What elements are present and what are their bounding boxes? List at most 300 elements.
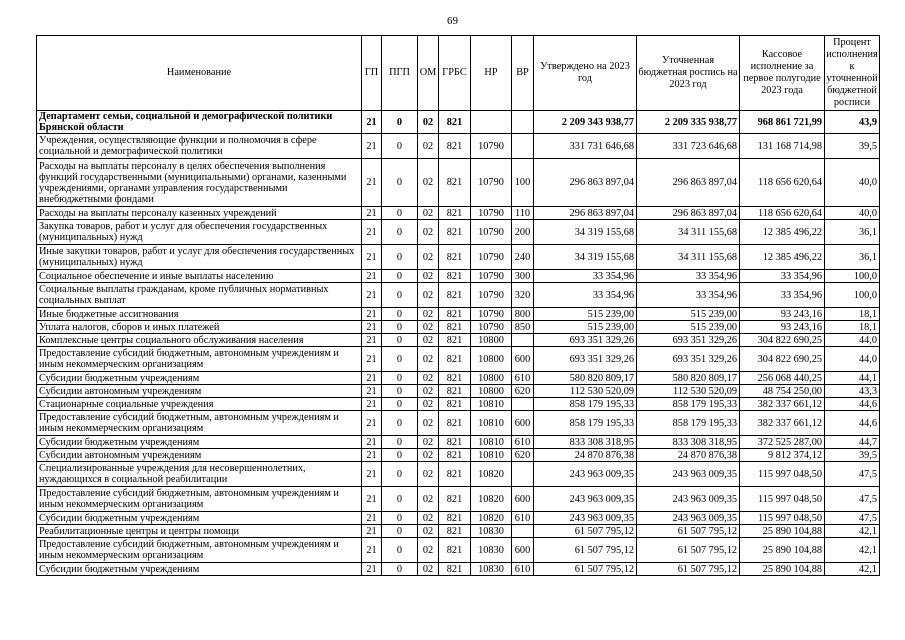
cell-percent: 43,3 xyxy=(825,385,880,398)
cell-pgp: 0 xyxy=(382,398,418,411)
cell-cash: 12 385 496,22 xyxy=(740,220,825,245)
header-name: Наименование xyxy=(37,36,362,111)
cell-grbs: 821 xyxy=(439,283,471,308)
cell-grbs: 821 xyxy=(439,411,471,436)
cell-cash: 968 861 721,99 xyxy=(740,111,825,134)
cell-grbs: 821 xyxy=(439,398,471,411)
cell-cash: 25 890 104,88 xyxy=(740,525,825,538)
cell-vr xyxy=(512,111,534,134)
cell-percent: 42,1 xyxy=(825,538,880,563)
cell-cash: 118 656 620,64 xyxy=(740,207,825,220)
cell-gp: 21 xyxy=(362,111,382,134)
cell-nr: 10830 xyxy=(471,563,512,576)
cell-gp: 21 xyxy=(362,245,382,270)
table-row xyxy=(37,308,880,321)
cell-grbs: 821 xyxy=(439,436,471,449)
table-row xyxy=(37,220,880,245)
cell-name: Предоставление субсидий бюджетным, автономным учреждениям и иным некоммерческим организациям xyxy=(37,538,362,563)
cell-grbs: 821 xyxy=(439,334,471,347)
cell-percent: 39,5 xyxy=(825,449,880,462)
cell-percent: 18,1 xyxy=(825,321,880,334)
table-body xyxy=(37,111,880,576)
cell-percent: 100,0 xyxy=(825,270,880,283)
cell-vr: 620 xyxy=(512,385,534,398)
cell-pgp: 0 xyxy=(382,563,418,576)
cell-om: 02 xyxy=(418,283,439,308)
cell-pgp: 0 xyxy=(382,372,418,385)
cell-name: Стационарные социальные учреждения xyxy=(37,398,362,411)
header-cash: Кассовое исполнение за первое полугодие 2023 года xyxy=(740,36,825,111)
cell-vr: 600 xyxy=(512,411,534,436)
cell-cash: 115 997 048,50 xyxy=(740,487,825,512)
table-row xyxy=(37,347,880,372)
cell-cash: 304 822 690,25 xyxy=(740,347,825,372)
cell-approved: 33 354,96 xyxy=(534,270,637,283)
cell-vr: 600 xyxy=(512,538,534,563)
cell-grbs: 821 xyxy=(439,512,471,525)
cell-pgp: 0 xyxy=(382,385,418,398)
header-pgp: ПГП xyxy=(382,36,418,111)
table-row xyxy=(37,321,880,334)
cell-grbs: 821 xyxy=(439,563,471,576)
cell-cash: 93 243,16 xyxy=(740,308,825,321)
cell-approved: 858 179 195,33 xyxy=(534,398,637,411)
cell-percent: 44,0 xyxy=(825,334,880,347)
cell-gp: 21 xyxy=(362,270,382,283)
cell-approved: 243 963 009,35 xyxy=(534,512,637,525)
cell-grbs: 821 xyxy=(439,462,471,487)
cell-approved: 515 239,00 xyxy=(534,321,637,334)
cell-refined: 61 507 795,12 xyxy=(637,538,740,563)
cell-refined: 34 311 155,68 xyxy=(637,245,740,270)
cell-om: 02 xyxy=(418,334,439,347)
cell-cash: 118 656 620,64 xyxy=(740,159,825,207)
cell-percent: 44,7 xyxy=(825,436,880,449)
cell-refined: 858 179 195,33 xyxy=(637,411,740,436)
cell-om: 02 xyxy=(418,134,439,159)
cell-pgp: 0 xyxy=(382,245,418,270)
cell-approved: 2 209 343 938,77 xyxy=(534,111,637,134)
cell-grbs: 821 xyxy=(439,134,471,159)
table-row xyxy=(37,512,880,525)
cell-gp: 21 xyxy=(362,563,382,576)
table-row xyxy=(37,462,880,487)
cell-gp: 21 xyxy=(362,398,382,411)
cell-percent: 44,6 xyxy=(825,398,880,411)
cell-nr: 10800 xyxy=(471,385,512,398)
cell-cash: 372 525 287,00 xyxy=(740,436,825,449)
cell-pgp: 0 xyxy=(382,449,418,462)
table-row xyxy=(37,449,880,462)
cell-pgp: 0 xyxy=(382,308,418,321)
cell-percent: 47,5 xyxy=(825,512,880,525)
cell-nr: 10810 xyxy=(471,398,512,411)
cell-name: Закупка товаров, работ и услуг для обеспечения государственных (муниципальных) нужд xyxy=(37,220,362,245)
cell-approved: 243 963 009,35 xyxy=(534,487,637,512)
cell-name: Субсидии бюджетным учреждениям xyxy=(37,372,362,385)
cell-gp: 21 xyxy=(362,372,382,385)
cell-approved: 296 863 897,04 xyxy=(534,159,637,207)
cell-nr: 10790 xyxy=(471,159,512,207)
cell-grbs: 821 xyxy=(439,270,471,283)
header-grbs: ГРБС xyxy=(439,36,471,111)
cell-percent: 44,0 xyxy=(825,347,880,372)
header-approved: Утверждено на 2023 год xyxy=(534,36,637,111)
cell-gp: 21 xyxy=(362,411,382,436)
cell-pgp: 0 xyxy=(382,436,418,449)
cell-cash: 93 243,16 xyxy=(740,321,825,334)
header-percent: Процент исполнения к уточненной бюджетной росписи xyxy=(825,36,880,111)
cell-pgp: 0 xyxy=(382,207,418,220)
cell-pgp: 0 xyxy=(382,321,418,334)
page-number: 69 xyxy=(447,15,458,27)
cell-cash: 48 754 250,00 xyxy=(740,385,825,398)
cell-approved: 34 319 155,68 xyxy=(534,220,637,245)
cell-om: 02 xyxy=(418,538,439,563)
cell-pgp: 0 xyxy=(382,487,418,512)
cell-cash: 9 812 374,12 xyxy=(740,449,825,462)
cell-gp: 21 xyxy=(362,308,382,321)
cell-name: Субсидии автономным учреждениям xyxy=(37,449,362,462)
cell-vr: 610 xyxy=(512,512,534,525)
cell-pgp: 0 xyxy=(382,283,418,308)
cell-name: Субсидии бюджетным учреждениям xyxy=(37,436,362,449)
cell-refined: 515 239,00 xyxy=(637,308,740,321)
cell-nr: 10810 xyxy=(471,411,512,436)
cell-refined: 243 963 009,35 xyxy=(637,487,740,512)
cell-pgp: 0 xyxy=(382,159,418,207)
cell-cash: 382 337 661,12 xyxy=(740,411,825,436)
cell-pgp: 0 xyxy=(382,538,418,563)
cell-percent: 36,1 xyxy=(825,220,880,245)
cell-gp: 21 xyxy=(362,487,382,512)
cell-pgp: 0 xyxy=(382,220,418,245)
cell-percent: 42,1 xyxy=(825,525,880,538)
table-row xyxy=(37,159,880,207)
cell-approved: 61 507 795,12 xyxy=(534,525,637,538)
cell-grbs: 821 xyxy=(439,159,471,207)
cell-grbs: 821 xyxy=(439,538,471,563)
cell-om: 02 xyxy=(418,436,439,449)
cell-vr: 850 xyxy=(512,321,534,334)
cell-om: 02 xyxy=(418,245,439,270)
cell-vr: 240 xyxy=(512,245,534,270)
cell-gp: 21 xyxy=(362,207,382,220)
cell-nr: 10790 xyxy=(471,283,512,308)
budget-table xyxy=(36,35,880,576)
cell-om: 02 xyxy=(418,207,439,220)
table-row xyxy=(37,207,880,220)
cell-name: Субсидии бюджетным учреждениям xyxy=(37,563,362,576)
cell-percent: 40,0 xyxy=(825,207,880,220)
cell-refined: 33 354,96 xyxy=(637,283,740,308)
cell-grbs: 821 xyxy=(439,111,471,134)
cell-vr xyxy=(512,334,534,347)
cell-cash: 25 890 104,88 xyxy=(740,563,825,576)
cell-nr: 10800 xyxy=(471,334,512,347)
table-row xyxy=(37,283,880,308)
cell-nr: 10810 xyxy=(471,436,512,449)
cell-name: Комплексные центры социального обслуживания населения xyxy=(37,334,362,347)
cell-nr: 10830 xyxy=(471,538,512,563)
header-nr: НР xyxy=(471,36,512,111)
cell-refined: 34 311 155,68 xyxy=(637,220,740,245)
cell-nr: 10790 xyxy=(471,308,512,321)
cell-refined: 112 530 520,09 xyxy=(637,385,740,398)
cell-grbs: 821 xyxy=(439,385,471,398)
cell-grbs: 821 xyxy=(439,487,471,512)
cell-approved: 24 870 876,38 xyxy=(534,449,637,462)
cell-om: 02 xyxy=(418,487,439,512)
cell-name: Реабилитационные центры и центры помощи xyxy=(37,525,362,538)
cell-cash: 115 997 048,50 xyxy=(740,462,825,487)
table-row xyxy=(37,372,880,385)
cell-om: 02 xyxy=(418,512,439,525)
cell-nr: 10820 xyxy=(471,462,512,487)
cell-om: 02 xyxy=(418,321,439,334)
cell-approved: 693 351 329,26 xyxy=(534,334,637,347)
cell-refined: 833 308 318,95 xyxy=(637,436,740,449)
cell-pgp: 0 xyxy=(382,525,418,538)
cell-vr: 100 xyxy=(512,159,534,207)
cell-nr: 10810 xyxy=(471,449,512,462)
cell-grbs: 821 xyxy=(439,245,471,270)
cell-gp: 21 xyxy=(362,334,382,347)
cell-cash: 25 890 104,88 xyxy=(740,538,825,563)
cell-percent: 18,1 xyxy=(825,308,880,321)
cell-vr xyxy=(512,462,534,487)
cell-om: 02 xyxy=(418,411,439,436)
cell-name: Социальные выплаты гражданам, кроме публичных нормативных социальных выплат xyxy=(37,283,362,308)
cell-approved: 243 963 009,35 xyxy=(534,462,637,487)
table-row xyxy=(37,270,880,283)
table-row xyxy=(37,111,880,134)
cell-cash: 33 354,96 xyxy=(740,283,825,308)
cell-om: 02 xyxy=(418,270,439,283)
cell-percent: 36,1 xyxy=(825,245,880,270)
cell-percent: 47,5 xyxy=(825,462,880,487)
cell-gp: 21 xyxy=(362,449,382,462)
cell-om: 02 xyxy=(418,563,439,576)
cell-approved: 61 507 795,12 xyxy=(534,563,637,576)
cell-om: 02 xyxy=(418,220,439,245)
cell-om: 02 xyxy=(418,372,439,385)
table-row xyxy=(37,385,880,398)
cell-refined: 580 820 809,17 xyxy=(637,372,740,385)
cell-cash: 115 997 048,50 xyxy=(740,512,825,525)
cell-name: Уплата налогов, сборов и иных платежей xyxy=(37,321,362,334)
cell-vr: 200 xyxy=(512,220,534,245)
cell-refined: 296 863 897,04 xyxy=(637,207,740,220)
cell-grbs: 821 xyxy=(439,207,471,220)
cell-nr: 10820 xyxy=(471,487,512,512)
cell-pgp: 0 xyxy=(382,411,418,436)
cell-nr: 10790 xyxy=(471,245,512,270)
cell-gp: 21 xyxy=(362,134,382,159)
cell-gp: 21 xyxy=(362,159,382,207)
cell-refined: 243 963 009,35 xyxy=(637,462,740,487)
table-row xyxy=(37,411,880,436)
cell-refined: 693 351 329,26 xyxy=(637,334,740,347)
cell-gp: 21 xyxy=(362,538,382,563)
header-vr: ВР xyxy=(512,36,534,111)
cell-refined: 61 507 795,12 xyxy=(637,563,740,576)
cell-om: 02 xyxy=(418,347,439,372)
cell-vr: 610 xyxy=(512,563,534,576)
cell-approved: 61 507 795,12 xyxy=(534,538,637,563)
cell-refined: 33 354,96 xyxy=(637,270,740,283)
cell-refined: 24 870 876,38 xyxy=(637,449,740,462)
cell-grbs: 821 xyxy=(439,347,471,372)
cell-name: Предоставление субсидий бюджетным, автономным учреждениям и иным некоммерческим организациям xyxy=(37,411,362,436)
table-row xyxy=(37,245,880,270)
cell-grbs: 821 xyxy=(439,372,471,385)
cell-vr xyxy=(512,525,534,538)
table-row xyxy=(37,538,880,563)
cell-name: Социальное обеспечение и иные выплаты населению xyxy=(37,270,362,283)
table-row xyxy=(37,134,880,159)
table-row xyxy=(37,563,880,576)
cell-name: Иные закупки товаров, работ и услуг для обеспечения государственных (муниципальных) нужд xyxy=(37,245,362,270)
cell-om: 02 xyxy=(418,449,439,462)
cell-nr: 10830 xyxy=(471,525,512,538)
cell-name: Департамент семьи, социальной и демографической политики Брянской области xyxy=(37,111,362,134)
cell-approved: 112 530 520,09 xyxy=(534,385,637,398)
cell-refined: 61 507 795,12 xyxy=(637,525,740,538)
cell-grbs: 821 xyxy=(439,220,471,245)
table-header-row xyxy=(37,36,880,111)
cell-pgp: 0 xyxy=(382,462,418,487)
cell-cash: 33 354,96 xyxy=(740,270,825,283)
cell-vr: 600 xyxy=(512,487,534,512)
header-om: ОМ xyxy=(418,36,439,111)
cell-grbs: 821 xyxy=(439,525,471,538)
cell-name: Специализированные учреждения для несовершеннолетних, нуждающихся в социальной реабилитации xyxy=(37,462,362,487)
cell-om: 02 xyxy=(418,159,439,207)
cell-nr: 10800 xyxy=(471,347,512,372)
cell-vr: 800 xyxy=(512,308,534,321)
cell-vr: 610 xyxy=(512,436,534,449)
cell-om: 02 xyxy=(418,398,439,411)
cell-cash: 382 337 661,12 xyxy=(740,398,825,411)
cell-approved: 33 354,96 xyxy=(534,283,637,308)
cell-percent: 47,5 xyxy=(825,487,880,512)
cell-refined: 858 179 195,33 xyxy=(637,398,740,411)
cell-approved: 331 731 646,68 xyxy=(534,134,637,159)
cell-gp: 21 xyxy=(362,436,382,449)
cell-vr: 620 xyxy=(512,449,534,462)
cell-approved: 34 319 155,68 xyxy=(534,245,637,270)
cell-vr xyxy=(512,398,534,411)
cell-percent: 39,5 xyxy=(825,134,880,159)
cell-approved: 858 179 195,33 xyxy=(534,411,637,436)
cell-nr: 10790 xyxy=(471,321,512,334)
cell-name: Субсидии автономным учреждениям xyxy=(37,385,362,398)
cell-pgp: 0 xyxy=(382,512,418,525)
cell-vr xyxy=(512,134,534,159)
cell-refined: 693 351 329,26 xyxy=(637,347,740,372)
cell-gp: 21 xyxy=(362,525,382,538)
cell-percent: 44,6 xyxy=(825,411,880,436)
table-row xyxy=(37,398,880,411)
cell-om: 02 xyxy=(418,385,439,398)
cell-approved: 833 308 318,95 xyxy=(534,436,637,449)
cell-nr xyxy=(471,111,512,134)
cell-nr: 10790 xyxy=(471,207,512,220)
cell-pgp: 0 xyxy=(382,334,418,347)
cell-nr: 10790 xyxy=(471,134,512,159)
cell-name: Расходы на выплаты персоналу казенных учреждений xyxy=(37,207,362,220)
cell-vr: 610 xyxy=(512,372,534,385)
cell-pgp: 0 xyxy=(382,134,418,159)
header-refined: Уточненная бюджетная роспись на 2023 год xyxy=(637,36,740,111)
cell-grbs: 821 xyxy=(439,449,471,462)
cell-nr: 10790 xyxy=(471,220,512,245)
table-row xyxy=(37,487,880,512)
cell-om: 02 xyxy=(418,308,439,321)
cell-gp: 21 xyxy=(362,462,382,487)
cell-approved: 693 351 329,26 xyxy=(534,347,637,372)
cell-name: Субсидии бюджетным учреждениям xyxy=(37,512,362,525)
cell-cash: 12 385 496,22 xyxy=(740,245,825,270)
cell-grbs: 821 xyxy=(439,308,471,321)
cell-vr: 110 xyxy=(512,207,534,220)
cell-grbs: 821 xyxy=(439,321,471,334)
cell-approved: 515 239,00 xyxy=(534,308,637,321)
cell-refined: 243 963 009,35 xyxy=(637,512,740,525)
cell-percent: 43,9 xyxy=(825,111,880,134)
cell-om: 02 xyxy=(418,462,439,487)
cell-approved: 296 863 897,04 xyxy=(534,207,637,220)
cell-cash: 304 822 690,25 xyxy=(740,334,825,347)
cell-name: Предоставление субсидий бюджетным, автономным учреждениям и иным некоммерческим организациям xyxy=(37,347,362,372)
cell-om: 02 xyxy=(418,111,439,134)
table-row xyxy=(37,436,880,449)
cell-gp: 21 xyxy=(362,283,382,308)
cell-vr: 320 xyxy=(512,283,534,308)
cell-pgp: 0 xyxy=(382,111,418,134)
cell-percent: 40,0 xyxy=(825,159,880,207)
cell-gp: 21 xyxy=(362,321,382,334)
cell-refined: 515 239,00 xyxy=(637,321,740,334)
cell-gp: 21 xyxy=(362,512,382,525)
cell-refined: 331 723 646,68 xyxy=(637,134,740,159)
cell-gp: 21 xyxy=(362,220,382,245)
cell-name: Иные бюджетные ассигнования xyxy=(37,308,362,321)
cell-nr: 10790 xyxy=(471,270,512,283)
cell-om: 02 xyxy=(418,525,439,538)
cell-gp: 21 xyxy=(362,385,382,398)
cell-percent: 100,0 xyxy=(825,283,880,308)
cell-approved: 580 820 809,17 xyxy=(534,372,637,385)
cell-name: Предоставление субсидий бюджетным, автономным учреждениям и иным некоммерческим организациям xyxy=(37,487,362,512)
cell-pgp: 0 xyxy=(382,347,418,372)
cell-refined: 2 209 335 938,77 xyxy=(637,111,740,134)
cell-cash: 131 168 714,98 xyxy=(740,134,825,159)
cell-refined: 296 863 897,04 xyxy=(637,159,740,207)
cell-cash: 256 068 440,25 xyxy=(740,372,825,385)
cell-nr: 10820 xyxy=(471,512,512,525)
cell-nr: 10800 xyxy=(471,372,512,385)
cell-name: Расходы на выплаты персоналу в целях обеспечения выполнения функций государственными (муниципальными) органами, казенными учреждениями, органами управления государственными внебюджетными фондами xyxy=(37,159,362,207)
header-gp: ГП xyxy=(362,36,382,111)
cell-vr: 600 xyxy=(512,347,534,372)
cell-pgp: 0 xyxy=(382,270,418,283)
cell-name: Учреждения, осуществляющие функции и полномочия в сфере социальной и демографической политики xyxy=(37,134,362,159)
cell-percent: 44,1 xyxy=(825,372,880,385)
cell-vr: 300 xyxy=(512,270,534,283)
cell-gp: 21 xyxy=(362,347,382,372)
